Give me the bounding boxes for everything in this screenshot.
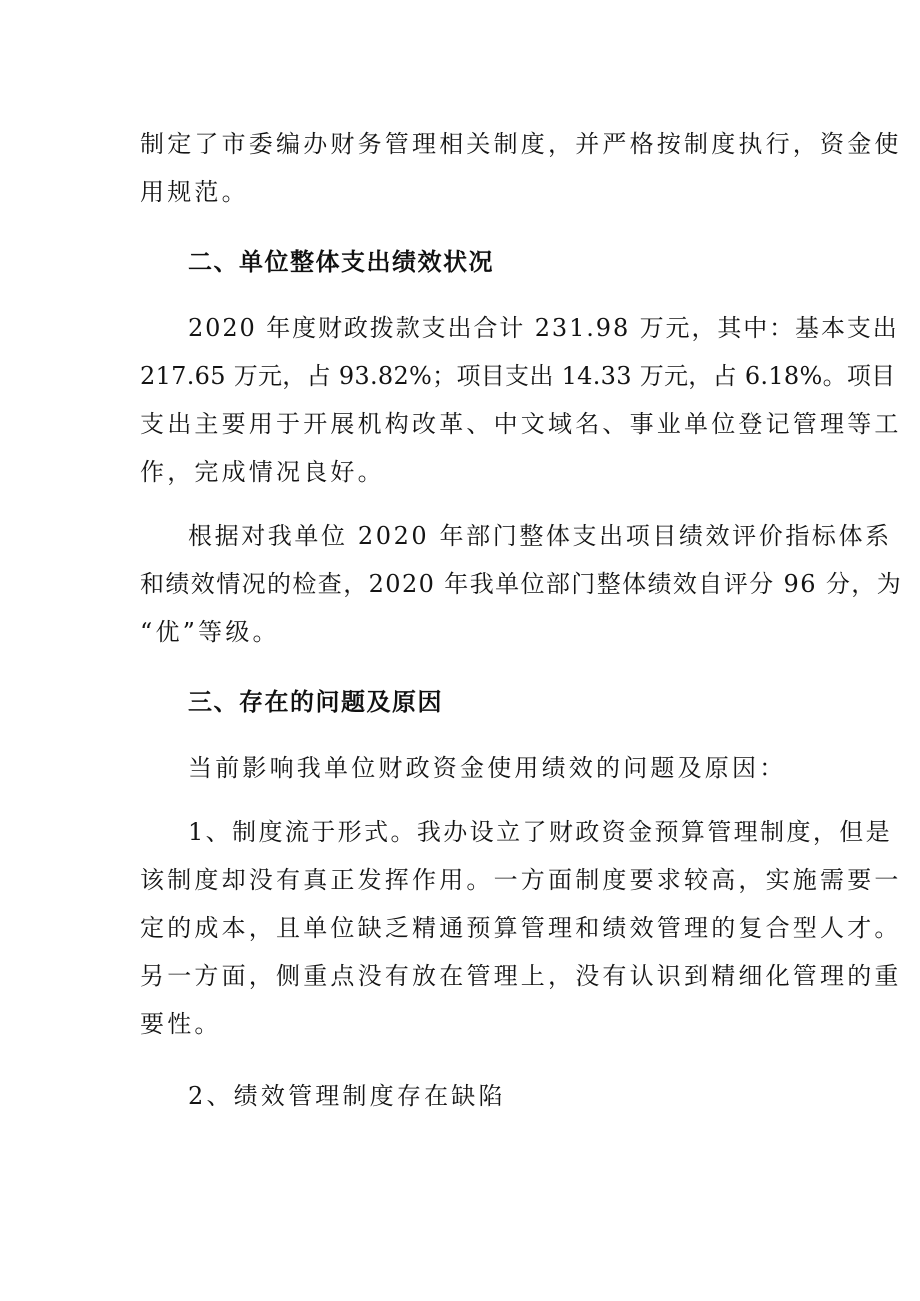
section-heading: 二、单位整体支出绩效状况 (188, 248, 494, 276)
paragraph-line: 217.65 万元，占 93.82%；项目支出 14.33 万元，占 6.18%。项目 (140, 362, 896, 390)
paragraph-line: 用规范。 (140, 178, 249, 206)
paragraph-line: 和绩效情况的检查，2020 年我单位部门整体绩效自评分 96 分，为 (140, 570, 903, 598)
paragraph-line: 1、制度流于形式。我办设立了财政资金预算管理制度，但是 (188, 818, 893, 846)
paragraph-line: 当前影响我单位财政资金使用绩效的问题及原因： (188, 754, 787, 782)
paragraph-line: 2、绩效管理制度存在缺陷 (188, 1082, 506, 1110)
paragraph-line: 作，完成情况良好。 (140, 458, 385, 486)
paragraph-line: 该制度却没有真正发挥作用。一方面制度要求较高，实施需要一 (140, 866, 902, 894)
paragraph-line: “优”等级。 (140, 618, 280, 646)
paragraph-line: 制定了市委编办财务管理相关制度，并严格按制度执行，资金使 (140, 130, 902, 158)
paragraph-line: 根据对我单位 2020 年部门整体支出项目绩效评价指标体系 (188, 522, 892, 550)
paragraph-line: 2020 年度财政拨款支出合计 231.98 万元，其中：基本支出 (188, 314, 899, 342)
paragraph-line: 定的成本，且单位缺乏精通预算管理和绩效管理的复合型人才。 (140, 914, 902, 942)
paragraph-line: 支出主要用于开展机构改革、中文域名、事业单位登记管理等工 (140, 410, 902, 438)
paragraph-line: 另一方面，侧重点没有放在管理上，没有认识到精细化管理的重 (140, 962, 902, 990)
section-heading: 三、存在的问题及原因 (188, 688, 443, 716)
paragraph-line: 要性。 (140, 1010, 222, 1038)
